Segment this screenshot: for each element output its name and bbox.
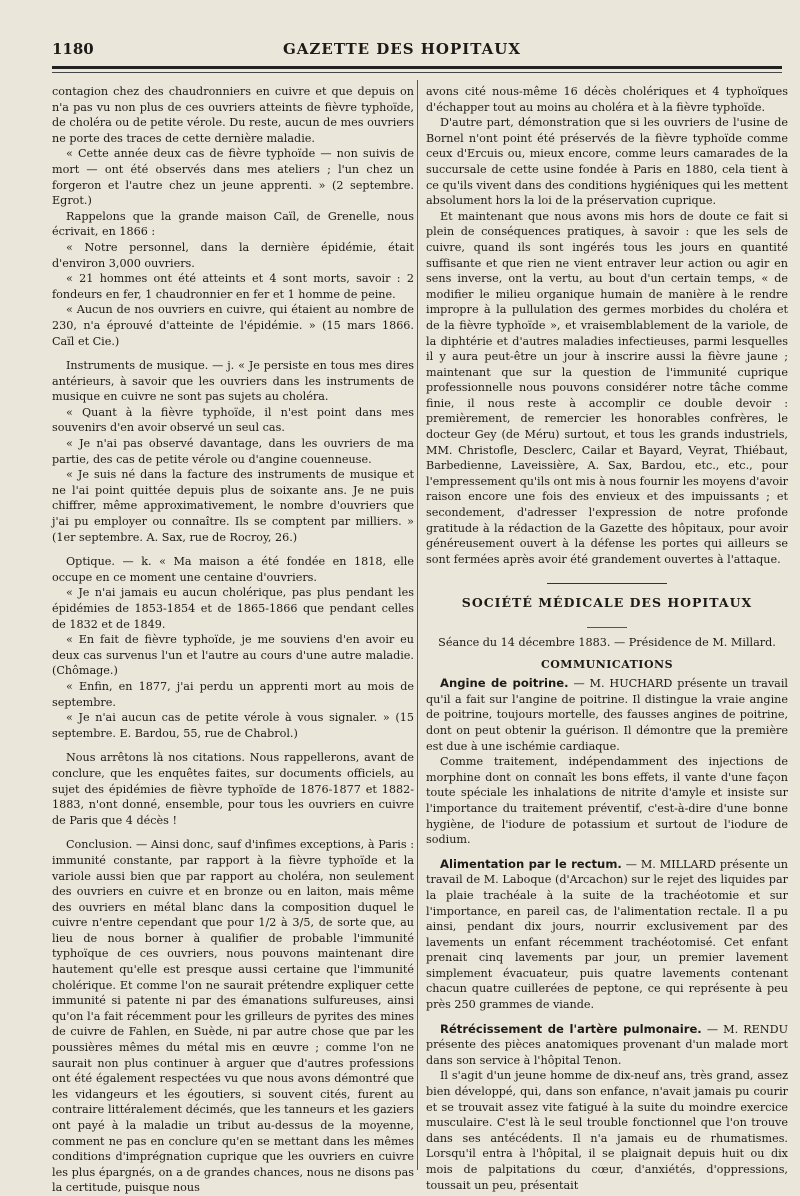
communication-text: — M. HUCHARD présente un travail qu'il a fait sur l'angine de poitrine. Il distingue la vraie angine de poitrine, toujours mortelle, des fausses angines de poitrine, dont on peut obtenir la guérison. Il démontre que la première est due à une ischémie cardiaque.	[426, 677, 788, 753]
paragraph: Conclusion. — Ainsi donc, sauf d'infimes exceptions, à Paris : immunité constante, par rapport à la fièvre typhoïde et la variole aussi bien que par rapport au choléra, non seulement des ouvriers en cuivre et en bronze ou en laiton, mais même des ouvriers en métal blanc dans la composition duquel le cuivre n'entre cependant que pour 1/2 à 3/5, de sorte que, au lieu de nous borner à qualifier de probable l'immunité typhoïque de ces ouvriers, nous pouvons maintenant dire hautement qu'elle est presque aussi certaine que l'immunité cholérique. Et comme l'on ne saurait prétendre expliquer cette immunité si patente ni par des émanations sulfureuses, ainsi qu'on l'a fait récemment pour les grilleurs de pyrites des mines de cuivre de Fahlen, en Suède, ni par autre chose que par les poussières mêmes du métal mis en œuvre ; comme l'on ne saurait non plus continuer à arguer que d'autres professions ont été également respectées vu que nous avons démontré que les vidangeurs et les égoutiers, si souvent cités, furent au contraire littéralement décimés, que les tanneurs et les gaziers ont payé à la maladie un tribut au-dessus de la moyenne, comment ne pas en conclure qu'en se mettant dans les mêmes conditions d'imprégnation cuprique que les ouvriers en cuivre les plus épargnés, on a de grandes chances, nous ne disons pas la certitude, puisque nous	[52, 838, 414, 1195]
paragraph: Et maintenant que nous avons mis hors de doute ce fait si plein de conséquences pratiques, à savoir : que les sels de cuivre, quand ils sont ingérés tous les jours en quantité suffisante et que rien ne vient entraver leur action ou agir en sens inverse, ont la vertu, au bout d'un certain temps, « de modifier le milieu organique humain de manière à le rendre impropre à la pullulation des germes morbides du choléra et de la fièvre typhoïde », et vraisemblablement de la variole, de la diphtérie et d'autres maladies infectieuses, parmi lesquelles il y aura peut-être un jour à inscrire aussi la fièvre jaune ; maintenant que sur la question de l'immunité cuprique professionnelle nous pouvons considérer notre tâche comme finie, il nous reste à accomplir ce double devoir : premièrement, de remercier les honorables confrères, le docteur Gey (de Méru) surtout, et tous les grands industriels, MM. Christofle, Desclerc, Cailar et Bayard, Veyrat, Thiébaut, Barbedienne, Laveissière, A. Sax, Bardou, etc., etc., pour l'empressement qu'ils ont mis à nous fournir les moyens d'avoir raison encore une fois des envieux et des impuissants ; et secondement, d'adresser l'expression de notre profonde gratitude à la rédaction de la Gazette des hôpitaux, pour avoir généreusement ouvert à la défense les portes qui ailleurs se sont fermées après avoir été grandement ouvertes à l'attaque.	[426, 209, 788, 566]
title-rule	[426, 617, 788, 621]
paragraph: Rappelons que la grande maison Caïl, de Grenelle, nous écrivait, en 1866 :	[52, 209, 414, 239]
paragraph: contagion chez des chaudronniers en cuivre et que depuis on n'a pas vu non plus de ces ouvriers atteints de fièvre typhoïde, de choléra ou de petite vérole. Du reste, aucun de mes ouvriers ne porte des traces de cette dernière maladie.	[52, 85, 414, 145]
column-divider	[417, 80, 418, 1170]
paragraph: Il s'agit d'un jeune homme de dix-neuf ans, très grand, assez bien développé, qui, dans son enfance, n'avait jamais pu courir et se trouvait assez vite fatigué à la suite du moindre exercice musculaire. C'est là le seul trouble fonctionnel que l'on trouve dans ses antécédents. Il n'a jamais eu de rhumatismes. Lorsqu'il entra à l'hôpital, il se plaignait depuis huit ou dix mois de palpitations du cœur, d'anxiétés, d'oppressions, toussait un peu, présentait	[426, 1069, 788, 1192]
communication-title: Alimentation par le rectum.	[440, 856, 622, 871]
communication-text: — M. MILLARD présente un travail de M. Laboque (d'Arcachon) sur le rejet des liquides par la plaie trachéale à la suite de la trachéotomie et sur l'importance, en pareil cas, de l'alimentation rectale. Il a pu ainsi, pendant dix jours, nourrir exclusivement par des lavements un enfant récemment trachéotomisé. Cet enfant prenait cinq lavements par jour, un premier lavement simplement évacuateur, puis quatre lavements contenant chacun quatre cuillerées de peptone, ce qui représente à peu près 250 grammes de viande.	[426, 857, 789, 1012]
page-header	[52, 40, 752, 66]
paragraph: D'autre part, démonstration que si les ouvriers de l'usine de Bornel n'ont point été préservés de la fièvre typhoïde comme ceux d'Ercuis ou, mieux encore, comme leurs camarades de la succursale de cette usine fondée à Paris en 1880, cela tient à ce qu'ils vivent dans des conditions hygiéniques qui les mettent absolument hors la loi de la préservation cuprique.	[426, 116, 788, 208]
paragraph: Instruments de musique. — j. « Je persiste en tous mes dires antérieurs, à savoir que les ouvriers dans les instruments de musique en cuivre ne sont pas sujets au choléra.	[52, 359, 414, 404]
journal-title: GAZETTE DES HOPITAUX	[282, 40, 521, 58]
paragraph: Nous arrêtons là nos citations. Nous rappellerons, avant de conclure, que les enquêtes faites, sur documents officiels, au sujet des épidémies de fièvre typhoïde de 1876-1877 et 1882-1883, n'ont donné, ensemble, pour tous les ouvriers en cuivre de Paris que 4 décès !	[52, 751, 414, 827]
communications-heading: COMMUNICATIONS	[540, 657, 674, 671]
paragraph: « En fait de fièvre typhoïde, je me souviens d'en avoir eu deux cas survenus l'un et l'autre au cours d'une autre maladie. (Chômage.)	[52, 633, 414, 678]
paragraph: avons cité nous-même 16 décès cholériques et 4 typhoïques d'échapper tout au moins au choléra et à la fièvre typhoïde.	[426, 85, 788, 114]
paragraph: Comme traitement, indépendamment des injections de morphine dont on connaît les bons effets, il vante d'une façon toute spéciale les inhalations de nitrite d'amyle et insiste sur l'importance du traitement préventif, c'est-à-dire d'une bonne hygiène, de l'iodure de potassium et surtout de l'iodure de sodium.	[426, 755, 788, 847]
communication-text: — M. RENDU présente des pièces anatomiques provenant d'un malade mort dans son service à l'hôpital Tenon.	[426, 1022, 788, 1067]
paragraph: « Quant à la fièvre typhoïde, il n'est point dans mes souvenirs d'en avoir observé un seul cas.	[52, 405, 414, 435]
session-line: Séance du 14 décembre 1883. — Présidence de M. Millard.	[438, 636, 776, 649]
left-column	[52, 84, 414, 1196]
communication-title: Rétrécissement de l'artère pulmonaire.	[440, 1021, 702, 1036]
header-rule-thin	[52, 72, 782, 73]
paragraph: « Enfin, en 1877, j'ai perdu un apprenti mort au mois de septembre.	[52, 679, 414, 709]
header-rule	[52, 66, 782, 69]
communication-title: Angine de poitrine.	[440, 676, 569, 691]
paragraph: « Notre personnel, dans la dernière épidémie, était d'environ 3,000 ouvriers.	[52, 240, 414, 270]
paragraph: « Je n'ai jamais eu aucun cholérique, pas plus pendant les épidémies de 1853-1854 et de 1865-1866 que pendant celles de 1832 et de 1849.	[52, 586, 414, 631]
section-separator	[426, 575, 788, 583]
paragraph: « Je n'ai pas observé davantage, dans les ouvriers de ma partie, des cas de petite vérole ou d'angine couenneuse.	[52, 437, 414, 466]
page-number: 1180	[52, 40, 94, 58]
paragraph: « Je suis né dans la facture des instruments de musique et ne l'ai point quittée depuis plus de soixante ans. Je ne puis chiffrer, même approximativement, le nombre d'ouvriers que j'ai pu employer ou connaître. Ils se comptent par milliers. » (1er septembre. A. Sax, rue de Rocroy, 26.)	[52, 468, 414, 544]
paragraph: « 21 hommes ont été atteints et 4 sont morts, savoir : 2 fondeurs en fer, 1 chaudronnier en fer et 1 homme de peine.	[52, 272, 414, 301]
paragraph: « Aucun de nos ouvriers en cuivre, qui étaient au nombre de 230, n'a éprouvé d'atteinte de l'épidémie. » (15 mars 1866. Caïl et Cie.)	[52, 303, 414, 348]
section-title: SOCIÉTÉ MÉDICALE DES HOPITAUX	[461, 595, 753, 611]
paragraph: Optique. — k. « Ma maison a été fondée en 1818, elle occupe en ce moment une centaine d'ouvriers.	[52, 555, 414, 584]
paragraph: « Cette année deux cas de fièvre typhoïde — non suivis de mort — ont été observés dans mes ateliers ; l'un chez un forgeron et l'autre chez un jeune apprenti. » (2 septembre. Egrot.)	[52, 147, 414, 208]
paragraph: « Je n'ai aucun cas de petite vérole à vous signaler. » (15 septembre. E. Bardou, 55, rue de Chabrol.)	[52, 711, 414, 740]
right-column	[426, 84, 788, 1193]
